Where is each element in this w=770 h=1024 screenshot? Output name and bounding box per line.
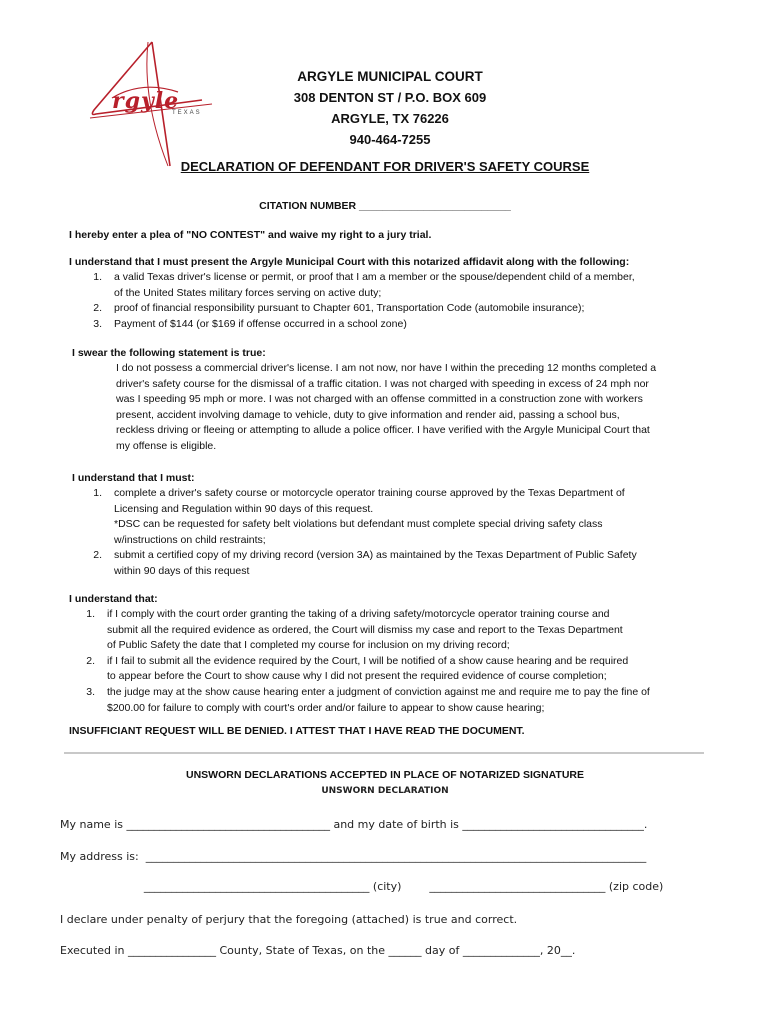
unsworn-subheading: UNSWORN DECLARATION xyxy=(321,786,449,796)
court-address-1: 308 DENTON ST / P.O. BOX 609 xyxy=(293,90,487,105)
city-zip-line: _________________________________________ (city) ________________________________ (zip code) xyxy=(60,880,664,893)
list-item: w/instructions on child restraints; xyxy=(114,533,266,546)
document-title: DECLARATION OF DEFENDANT FOR DRIVER'S SAFETY COURSE xyxy=(180,159,590,174)
list-number: 2. xyxy=(86,654,95,667)
court-name: ARGYLE MUNICIPAL COURT xyxy=(297,69,483,84)
list-number: 3. xyxy=(93,317,102,330)
statement-line: I do not possess a commercial driver's license. I am not now, nor have I within the preceding 12 months completed a xyxy=(116,362,657,374)
list-item: $200.00 for failure to comply with court's order and/or failure to appear to show cause hearing; xyxy=(107,701,545,714)
section2-heading: I swear the following statement is true: xyxy=(72,347,266,359)
list-item: a valid Texas driver's license or permit, or proof that I am a member or the spouse/dependent child of a member, xyxy=(114,271,635,283)
list-item: the judge may at the show cause hearing enter a judgment of conviction against me and require me to pay the fine of xyxy=(107,686,650,698)
list-item: of the United States military forces serving on active duty; xyxy=(114,286,382,299)
citation-number-line: CITATION NUMBER __________________________ xyxy=(259,200,511,212)
list-item: submit a certified copy of my driving record (version 3A) as maintained by the Texas Department of Public Safety xyxy=(114,549,637,562)
attest-statement: INSUFFICIANT REQUEST WILL BE DENIED. I ATTEST THAT I HAVE READ THE DOCUMENT. xyxy=(69,725,525,737)
court-header xyxy=(240,66,540,150)
declaration-statement: I declare under penalty of perjury that the foregoing (attached) is true and correct. xyxy=(60,913,518,926)
address-line: My address is: ___________________________________________________________________________________________ xyxy=(60,850,647,863)
section3-heading: I understand that I must: xyxy=(72,472,195,484)
section4-list xyxy=(77,607,707,719)
list-item: of Public Safety the date that I completed my course for inclusion on my driving record; xyxy=(107,639,510,652)
section1-list xyxy=(84,270,704,336)
section1-heading: I understand that I must present the Argyle Municipal Court with this notarized affidavit along with the following: xyxy=(69,256,630,268)
list-item: within 90 days of this request xyxy=(114,565,250,577)
section-divider xyxy=(64,752,704,754)
list-number: 1. xyxy=(93,271,102,283)
statement-line: present, accident involving damage to vehicle, duty to give information and render aid, passing a school bus, xyxy=(116,408,620,421)
plea-statement: I hereby enter a plea of "NO CONTEST" and waive my right to a jury trial. xyxy=(69,229,432,241)
list-number: 2. xyxy=(93,549,102,562)
executed-line: Executed in ________________ County, State of Texas, on the ______ day of ______________, 20__. xyxy=(60,944,576,957)
statement-line: was I speeding 95 mph or more. I was not charged with an offense committed in a construction zone with workers xyxy=(116,393,643,406)
logo-wordmark: rgyle xyxy=(112,88,180,114)
court-phone: 940-464-7255 xyxy=(349,132,431,147)
unsworn-heading: UNSWORN DECLARATIONS ACCEPTED IN PLACE OF NOTARIZED SIGNATURE xyxy=(185,769,585,781)
list-item: Licensing and Regulation within 90 days of this request. xyxy=(114,502,374,515)
list-number: 2. xyxy=(93,302,102,315)
court-address-2: ARGYLE, TX 76226 xyxy=(331,111,449,126)
statement-line: my offense is eligible. xyxy=(116,439,217,452)
list-item: if I fail to submit all the evidence required by the Court, I will be notified of a show cause hearing and be required xyxy=(107,654,629,667)
statement-line: reckless driving or fleeing or attempting to allude a police officer. I have verified with the Argyle Municipal Court that xyxy=(116,424,650,437)
list-number: 1. xyxy=(86,608,95,620)
section3-list xyxy=(84,486,704,582)
list-item: to appear before the Court to show cause why I did not present the required evidence of course completion; xyxy=(107,670,607,683)
list-number: 3. xyxy=(86,686,95,698)
list-item: *DSC can be requested for safety belt violations but defendant must complete special driving safety class xyxy=(114,518,603,531)
list-item: proof of financial responsibility pursuant to Chapter 601, Transportation Code (automobile insurance); xyxy=(114,302,585,315)
list-item: submit all the required evidence as ordered, the Court will dismiss my case and report to the Texas Department xyxy=(107,623,623,636)
list-item: if I comply with the court order granting the taking of a driving safety/motorcycle operator training course and xyxy=(107,608,610,620)
section2-statement xyxy=(116,361,716,455)
name-dob-line: My name is _____________________________________ and my date of birth is _________________________________. xyxy=(60,818,648,831)
logo-subtext: TEXAS xyxy=(172,110,202,116)
section4-heading: I understand that: xyxy=(69,593,158,605)
statement-line: driver's safety course for the dismissal of a traffic citation. I was not charged with speeding in excess of 24 mph nor xyxy=(116,377,649,390)
list-number: 1. xyxy=(93,487,102,499)
list-item: Payment of $144 (or $169 if offense occurred in a school zone) xyxy=(114,317,407,330)
list-item: complete a driver's safety course or motorcycle operator training course approved by the Texas Department of xyxy=(114,487,625,499)
